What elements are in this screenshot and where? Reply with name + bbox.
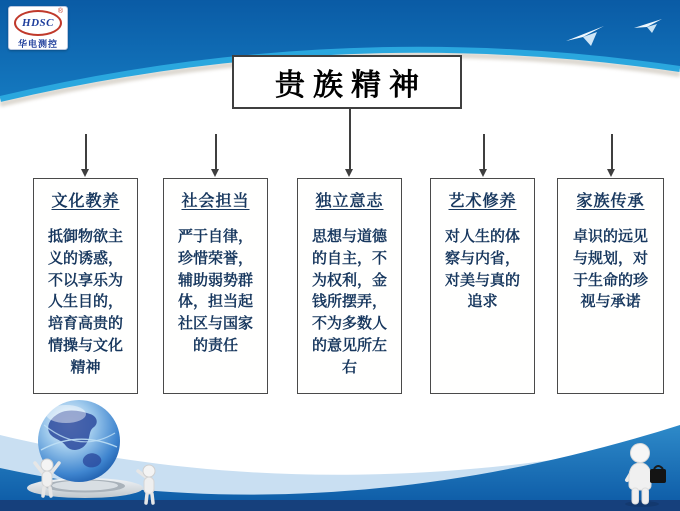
connector-line	[215, 134, 217, 170]
businessman-with-briefcase-icon	[620, 442, 672, 508]
category-body: 抵御物欲主义的诱惑，不以享乐为人生目的，培育高贵的情操与文化精神	[47, 228, 123, 376]
connector-line	[611, 134, 613, 170]
category-header: 文化教养	[51, 193, 120, 210]
category-box-independence	[297, 178, 402, 394]
pedestal-inner-disc	[52, 481, 118, 491]
briefcase-handle	[654, 466, 663, 469]
figure-leg	[642, 488, 649, 504]
person-figure-icon	[138, 465, 155, 503]
logo-oval	[14, 10, 62, 36]
figure-body	[629, 463, 651, 490]
category-header: 艺术修养	[448, 193, 517, 210]
logo-abbr: HDSC	[22, 17, 54, 29]
category-header: 社会担当	[181, 193, 250, 210]
registered-trademark-icon: ®	[57, 8, 63, 15]
arrow-down-icon	[345, 169, 353, 177]
globe-highlight	[46, 405, 86, 423]
connector-line	[483, 134, 485, 170]
category-header: 家族传承	[576, 193, 645, 210]
figure-head	[631, 444, 650, 463]
briefcase-icon	[650, 469, 666, 483]
connector-line	[349, 105, 351, 169]
arrow-down-icon	[81, 169, 89, 177]
category-body: 卓识的远见与规划，对于生命的珍视与承诺	[572, 228, 648, 311]
arrow-down-icon	[607, 169, 615, 177]
hdsc-logo	[8, 6, 68, 50]
title-box	[232, 55, 462, 109]
arrow-down-icon	[479, 169, 487, 177]
category-box-culture	[33, 178, 138, 394]
category-header: 独立意志	[315, 193, 384, 210]
page-title: 贵族精神	[275, 69, 427, 102]
category-body: 思想与道德的自主，不为权利，金钱所摆弄，不为多数人的意见所左右	[311, 228, 387, 376]
category-box-family	[557, 178, 664, 394]
category-body: 对人生的体察与内省，对美与真的追求	[444, 228, 520, 311]
category-body: 严于自律，珍惜荣誉，辅助弱势群体，担当起社区与国家的责任	[177, 228, 253, 354]
globe-on-pedestal-graphic	[18, 392, 168, 508]
figure-leg	[632, 488, 639, 504]
category-box-art	[430, 178, 535, 394]
logo-company-name: 华电测控	[17, 39, 58, 49]
arrow-down-icon	[211, 169, 219, 177]
category-box-social	[163, 178, 268, 394]
connector-line	[85, 134, 87, 170]
